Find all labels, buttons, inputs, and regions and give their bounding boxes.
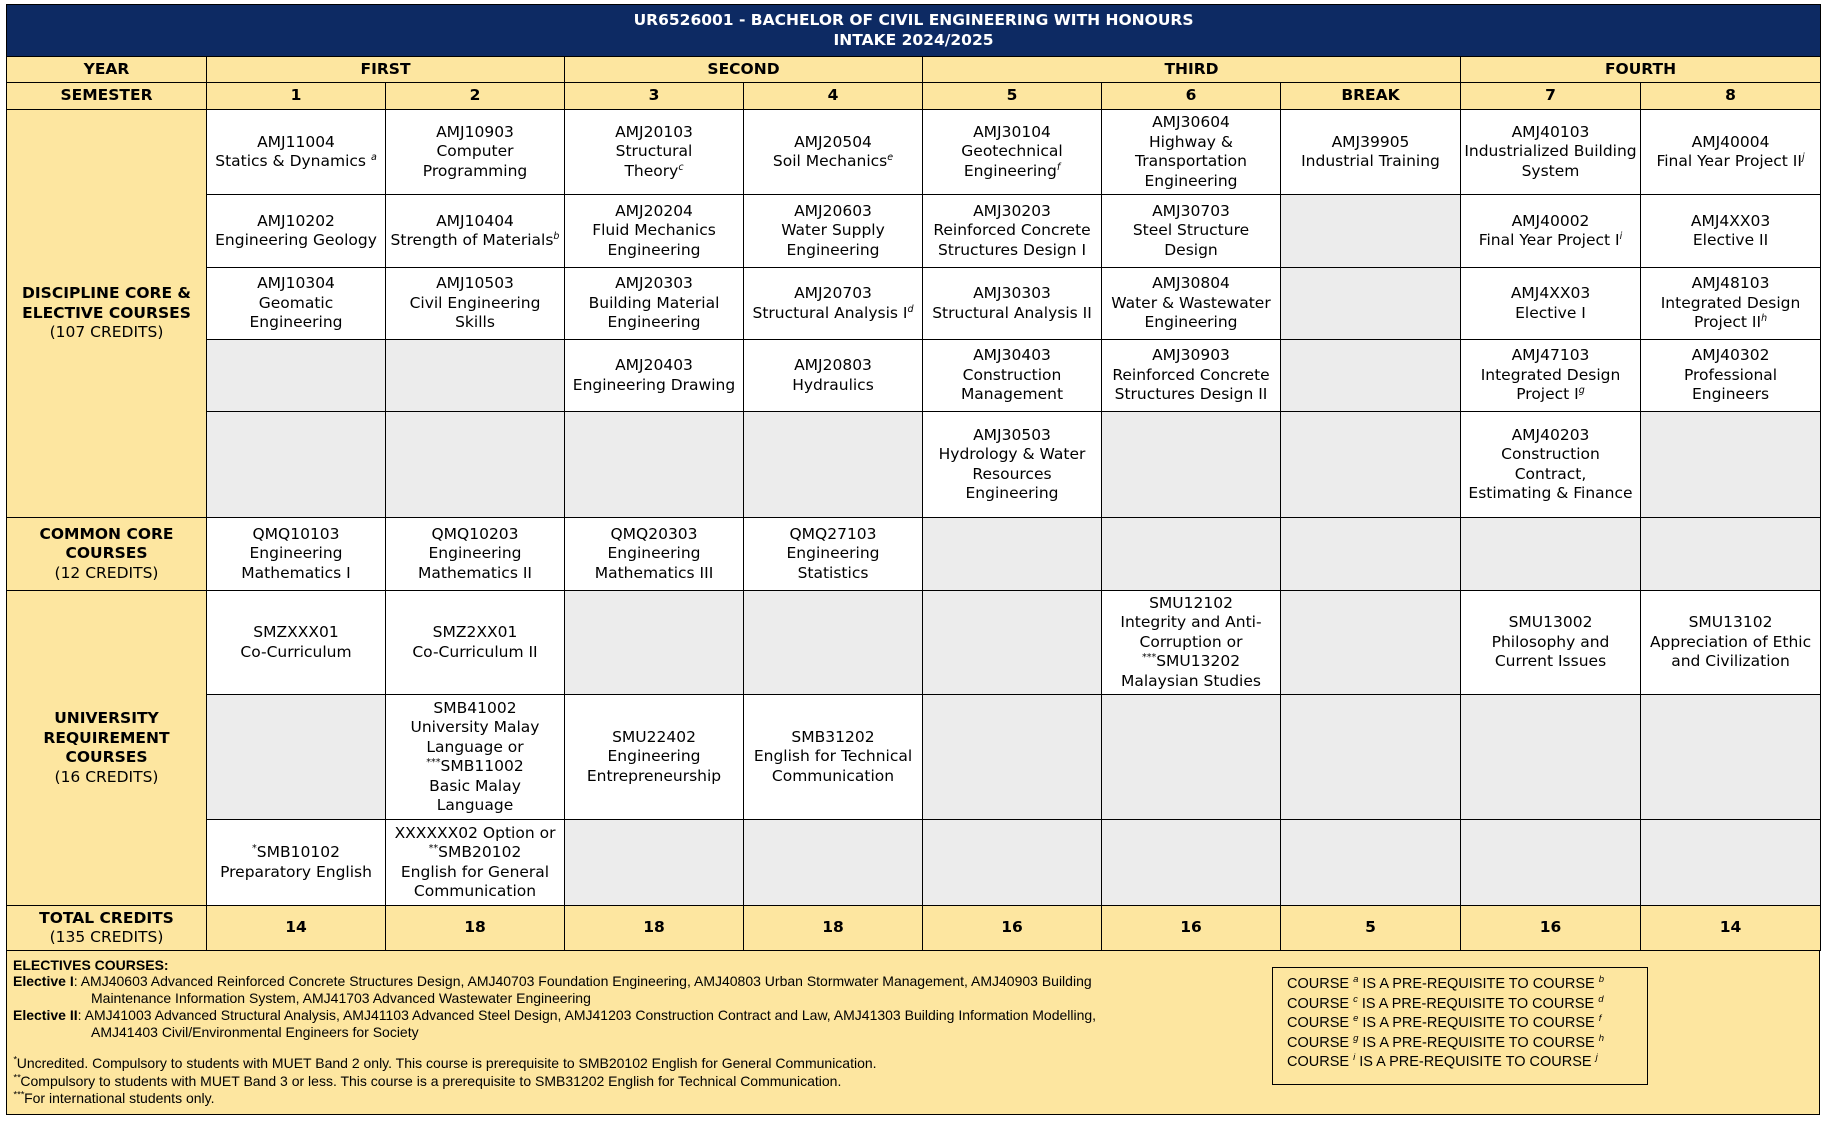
- discipline-row: [7, 268, 1821, 340]
- program-title: [7, 5, 1821, 57]
- course-cell: AMJ40002 Final Year Project $I^i$: [1461, 195, 1641, 268]
- footnotes: [13, 1055, 877, 1108]
- semester-7: 7: [1461, 83, 1641, 110]
- empty-cell: [386, 412, 565, 518]
- empty-cell: [1461, 820, 1641, 906]
- course-cell: AMJ30303 Structural Analysis II: [923, 268, 1102, 340]
- curriculum-table: [6, 4, 1821, 951]
- course-cell: AMJ40203 Construction Contract, Estimating & Finance: [1461, 412, 1641, 518]
- empty-cell: [1641, 820, 1821, 906]
- empty-cell: [1461, 695, 1641, 820]
- university-row: [7, 820, 1821, 906]
- prereq-line: COURSE $^i$ IS A PRE-REQUISITE TO COURSE $^j$: [1287, 1052, 1598, 1070]
- course-cell: SMB31202 English for Technical Communication: [744, 695, 923, 820]
- prereq-line: COURSE $^g$ IS A PRE-REQUISITE TO COURSE $^h$: [1287, 1032, 1605, 1051]
- course-cell: SMB41002 University Malay Language or ***SMB11002 Basic Malay Language: [386, 695, 565, 820]
- semester-2: 2: [386, 83, 565, 110]
- category-common-core: COMMON CORE COURSES (12 CREDITS): [7, 518, 207, 591]
- year-first: FIRST: [207, 57, 565, 83]
- course-cell: AMJ30604 Highway & Transportation Engineering: [1102, 110, 1281, 195]
- empty-cell: [207, 340, 386, 412]
- empty-cell: [923, 518, 1102, 591]
- semester-break: BREAK: [1281, 83, 1461, 110]
- elective-2-list: Elective II: AMJ41003 Advanced Structural Analysis, AMJ41103 Advanced Steel Design, AMJ41203 Construction Contract and Law, AMJ41303 Building Information Modelling, AMJ41403 Civil/Environmental Engineers for Society: [13, 1007, 1097, 1040]
- total-credits-sem-1: 14: [207, 906, 386, 951]
- empty-cell: [1102, 820, 1281, 906]
- course-cell: *SMB10102 Preparatory English: [207, 820, 386, 906]
- course-cell: AMJ10903 Computer Programming: [386, 110, 565, 195]
- course-cell: AMJ48103 Integrated Design Project $II^h$: [1641, 268, 1821, 340]
- footnote-1: *Uncredited. Compulsory to students with MUET Band 2 only. This course is prerequisite to SMB20102 English for General Communication.: [13, 1054, 877, 1071]
- empty-cell: [923, 695, 1102, 820]
- course-cell: AMJ20504 Soil Mechanics$^e$: [744, 110, 923, 195]
- discipline-row: [7, 195, 1821, 268]
- prereq-line: COURSE $^e$ IS A PRE-REQUISITE TO COURSE $^f$: [1287, 1013, 1602, 1031]
- empty-cell: [565, 591, 744, 695]
- empty-cell: [1641, 518, 1821, 591]
- total-credits-sem-5: 16: [923, 906, 1102, 951]
- course-cell: QMQ10203 Engineering Mathematics II: [386, 518, 565, 591]
- discipline-row: [7, 412, 1821, 518]
- semester-5: 5: [923, 83, 1102, 110]
- discipline-row: [7, 110, 1821, 195]
- prerequisite-legend: [1272, 967, 1648, 1085]
- empty-cell: [744, 591, 923, 695]
- footnote-2: **Compulsory to students with MUET Band 3 or less. This course is a prerequisite to SMB31202 English for Technical Communication.: [13, 1071, 842, 1089]
- course-cell: AMJ40302 Professional Engineers: [1641, 340, 1821, 412]
- empty-cell: [1102, 412, 1281, 518]
- total-credits-row: [7, 906, 1821, 951]
- empty-cell: [207, 412, 386, 518]
- total-credits-sem-7: 16: [1461, 906, 1641, 951]
- course-cell: AMJ40004 Final Year Project $II^j$: [1641, 110, 1821, 195]
- common-core-row: [7, 518, 1821, 591]
- course-cell: AMJ30804 Water & Wastewater Engineering: [1102, 268, 1281, 340]
- course-cell: AMJ30203 Reinforced Concrete Structures Design I: [923, 195, 1102, 268]
- empty-cell: [1281, 518, 1461, 591]
- course-cell: AMJ20603 Water Supply Engineering: [744, 195, 923, 268]
- discipline-row: [7, 340, 1821, 412]
- course-cell: QMQ10103 Engineering Mathematics I: [207, 518, 386, 591]
- semester-6: 6: [1102, 83, 1281, 110]
- semester-3: 3: [565, 83, 744, 110]
- year-label: YEAR: [7, 57, 207, 83]
- footer-notes: [6, 951, 1820, 1115]
- category-university: UNIVERSITY REQUIREMENT COURSES (16 CREDITS): [7, 591, 207, 906]
- course-cell: AMJ10503 Civil Engineering Skills: [386, 268, 565, 340]
- course-cell: SMU13102 Appreciation of Ethic and Civilization: [1641, 591, 1821, 695]
- prereq-line: COURSE $^c$ IS A PRE-REQUISITE TO COURSE $^d$: [1287, 993, 1604, 1012]
- empty-cell: [744, 820, 923, 906]
- course-cell: SMZ2XX01 Co-Curriculum II: [386, 591, 565, 695]
- total-credits-break: 5: [1281, 906, 1461, 951]
- university-row: [7, 695, 1821, 820]
- course-cell: AMJ40103 Industrialized Building System: [1461, 110, 1641, 195]
- total-credits-sem-8: 14: [1641, 906, 1821, 951]
- course-cell: AMJ30703 Steel Structure Design: [1102, 195, 1281, 268]
- empty-cell: [386, 340, 565, 412]
- course-cell: QMQ20303 Engineering Mathematics III: [565, 518, 744, 591]
- course-cell: AMJ10404 Strength of Materials$^b$: [386, 195, 565, 268]
- empty-cell: [744, 412, 923, 518]
- semester-8: 8: [1641, 83, 1821, 110]
- footnote-3: ***For international students only.: [13, 1089, 215, 1106]
- empty-cell: [1281, 820, 1461, 906]
- empty-cell: [207, 695, 386, 820]
- total-credits-sem-6: 16: [1102, 906, 1281, 951]
- empty-cell: [1281, 695, 1461, 820]
- total-credits-sem-3: 18: [565, 906, 744, 951]
- empty-cell: [1102, 695, 1281, 820]
- semester-4: 4: [744, 83, 923, 110]
- empty-cell: [1281, 591, 1461, 695]
- course-cell: AMJ20403 Engineering Drawing: [565, 340, 744, 412]
- empty-cell: [1641, 695, 1821, 820]
- prereq-line: COURSE $^a$ IS A PRE-REQUISITE TO COURSE $^b$: [1287, 974, 1605, 992]
- course-cell: AMJ20103 Structural Theory$^c$: [565, 110, 744, 195]
- empty-cell: [1461, 518, 1641, 591]
- course-cell: AMJ20204 Fluid Mechanics Engineering: [565, 195, 744, 268]
- university-row: [7, 591, 1821, 695]
- empty-cell: [1281, 412, 1461, 518]
- course-cell: AMJ30104 Geotechnical Engineering$^f$: [923, 110, 1102, 195]
- empty-cell: [1281, 340, 1461, 412]
- course-cell: AMJ11004 Statics & Dynamics $^a$: [207, 110, 386, 195]
- course-cell: AMJ47103 Integrated Design Project $I^g$: [1461, 340, 1641, 412]
- course-cell: SMZXXX01 Co-Curriculum: [207, 591, 386, 695]
- course-cell: AMJ39905 Industrial Training: [1281, 110, 1461, 195]
- course-cell: AMJ20303 Building Material Engineering: [565, 268, 744, 340]
- curriculum-sheet: [6, 4, 1820, 1126]
- empty-cell: [1281, 268, 1461, 340]
- empty-cell: [1281, 195, 1461, 268]
- year-third: THIRD: [923, 57, 1461, 83]
- empty-cell: [1102, 518, 1281, 591]
- semester-label: SEMESTER: [7, 83, 207, 110]
- course-cell: AMJ20803 Hydraulics: [744, 340, 923, 412]
- course-cell: XXXXXX02 Option or **SMB20102 English for General Communication: [386, 820, 565, 906]
- semester-header-row: [7, 83, 1821, 110]
- course-cell: SMU22402 Engineering Entrepreneurship: [565, 695, 744, 820]
- category-total-credits: TOTAL CREDITS (135 CREDITS): [7, 906, 207, 951]
- total-credits-sem-2: 18: [386, 906, 565, 951]
- electives-heading: ELECTIVES COURSES:: [13, 957, 169, 973]
- course-cell: SMU12102 Integrity and Anti- Corruption or ***SMU13202 Malaysian Studies: [1102, 591, 1281, 695]
- course-cell: AMJ4XX03 Elective II: [1641, 195, 1821, 268]
- course-cell: SMU13002 Philosophy and Current Issues: [1461, 591, 1641, 695]
- course-cell: AMJ4XX03 Elective I: [1461, 268, 1641, 340]
- course-cell: QMQ27103 Engineering Statistics: [744, 518, 923, 591]
- empty-cell: [565, 412, 744, 518]
- year-fourth: FOURTH: [1461, 57, 1821, 83]
- year-header-row: [7, 57, 1821, 83]
- year-second: SECOND: [565, 57, 923, 83]
- total-credits-sem-4: 18: [744, 906, 923, 951]
- empty-cell: [565, 820, 744, 906]
- program-title-line2: INTAKE 2024/2025: [833, 30, 994, 49]
- empty-cell: [1641, 412, 1821, 518]
- empty-cell: [923, 820, 1102, 906]
- course-cell: AMJ30503 Hydrology & Water Resources Engineering: [923, 412, 1102, 518]
- category-discipline: DISCIPLINE CORE & ELECTIVE COURSES (107 CREDITS): [7, 110, 207, 518]
- course-cell: AMJ10202 Engineering Geology: [207, 195, 386, 268]
- elective-1-list: Elective I: AMJ40603 Advanced Reinforced Concrete Structures Design, AMJ40703 Foundation Engineering, AMJ40803 Urban Stormwater Management, AMJ40903 Building Maintenance Information System, AMJ41703 Advanced Wastewater Engineering: [13, 973, 1092, 1006]
- program-title-line1: UR6526001 - BACHELOR OF CIVIL ENGINEERING WITH HONOURS: [633, 11, 1194, 29]
- empty-cell: [923, 591, 1102, 695]
- semester-1: 1: [207, 83, 386, 110]
- course-cell: AMJ20703 Structural Analysis $I^d$: [744, 268, 923, 340]
- course-cell: AMJ10304 Geomatic Engineering: [207, 268, 386, 340]
- course-cell: AMJ30403 Construction Management: [923, 340, 1102, 412]
- course-cell: AMJ30903 Reinforced Concrete Structures Design II: [1102, 340, 1281, 412]
